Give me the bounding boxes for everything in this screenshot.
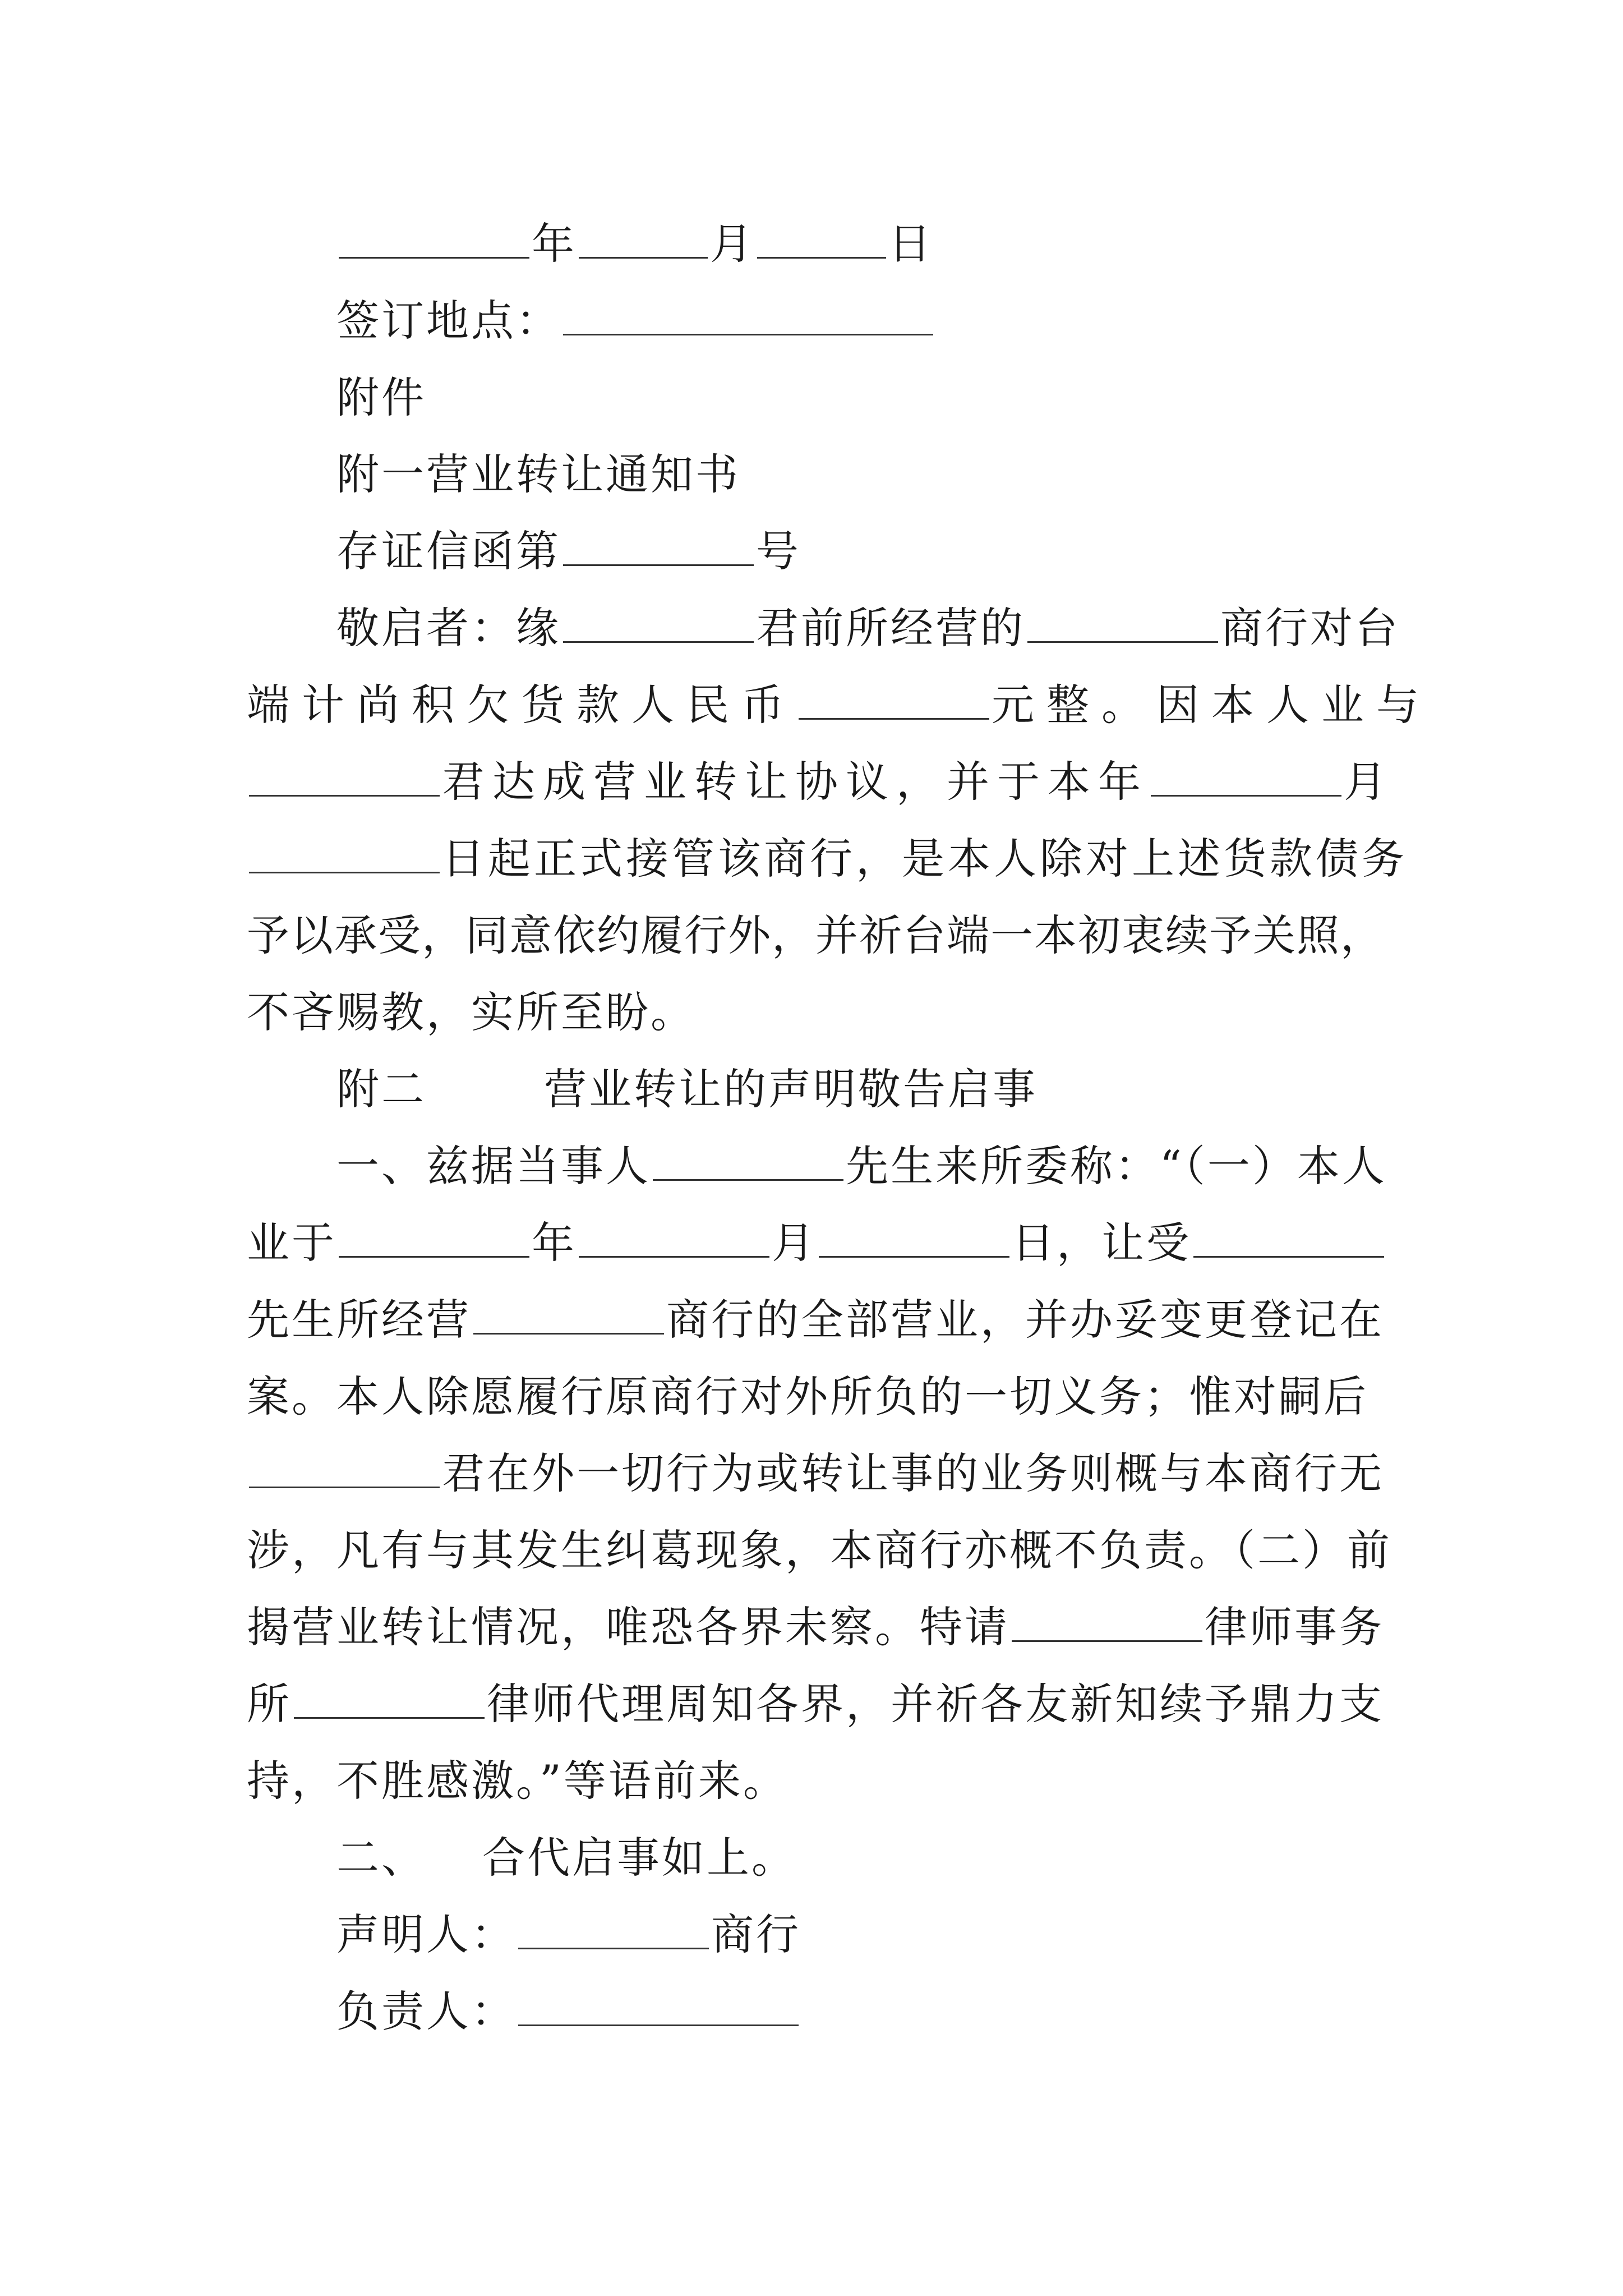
statement-line-6: 涉，凡有与其发生纠葛现象，本商行亦概不负责。（二）前 [247, 1525, 1392, 1575]
store-blank[interactable] [473, 1299, 664, 1335]
law-firm-blank[interactable] [1012, 1607, 1202, 1642]
store-blank[interactable] [1027, 608, 1218, 643]
statement-text: 商行的全部营业，并办妥变更登记在 [666, 1295, 1384, 1345]
declarant-line [336, 1904, 1408, 1966]
notice-line-6: 不吝赐教，实所至盼。 [247, 987, 695, 1037]
day-blank[interactable] [819, 1222, 1009, 1258]
statement-text: 先生来所委称：“（一）本人 [846, 1141, 1387, 1191]
declarant-label: 声明人： [336, 1910, 516, 1959]
notice-text: 月 [1344, 757, 1394, 807]
item-number: 二、 [336, 1833, 426, 1883]
attachment-two-name: 营业转让的声明敬告启事 [544, 1064, 1038, 1114]
declarant-suffix: 商行 [711, 1910, 801, 1959]
month-label: 月 [710, 219, 755, 269]
statement-text: 律师事务 [1205, 1602, 1384, 1652]
notice-text: 君达成营业转让协议，并于本年 [442, 757, 1149, 807]
statement-item-two [336, 1827, 1408, 1889]
month-blank[interactable] [579, 223, 708, 259]
attachment-heading: 附件 [336, 372, 426, 422]
signing-place-blank[interactable] [563, 300, 933, 335]
notice-line-5: 予以承受，同意依约履行外，并祈台端一本初衷续予关照， [247, 910, 1384, 960]
responsible-person-line [336, 1981, 1408, 2042]
responsible-person-blank[interactable] [518, 1991, 799, 2026]
statement-line-1 [336, 1135, 1408, 1197]
year-blank[interactable] [339, 223, 529, 259]
amount-blank[interactable] [799, 684, 989, 720]
statement-line-4: 案。本人除愿履行原商行对外所负的一切义务；惟对嗣后 [247, 1372, 1368, 1421]
notice-text: 敬启者：缘 [336, 603, 561, 653]
signing-place-line [336, 290, 1408, 352]
attachment-one-title: 附一营业转让通知书 [336, 449, 740, 499]
month-blank[interactable] [579, 1222, 769, 1258]
notice-line-2 [247, 674, 1431, 736]
statement-line-3 [247, 1289, 1408, 1351]
day-blank[interactable] [249, 838, 440, 873]
statement-text: 一、兹据当事人 [336, 1141, 651, 1191]
statement-text: 月 [772, 1218, 817, 1268]
transferee-blank[interactable] [249, 761, 440, 797]
name-blank[interactable] [563, 608, 754, 643]
month-blank[interactable] [1151, 761, 1341, 797]
attachment-two-number: 附二 [336, 1064, 426, 1114]
year-blank[interactable] [339, 1222, 529, 1258]
party-blank[interactable] [653, 1145, 843, 1181]
date-line [336, 213, 1408, 275]
signing-place-label: 签订地点： [336, 296, 561, 346]
item-text: 合代启事如上。 [482, 1833, 796, 1883]
statement-line-5 [247, 1443, 1408, 1504]
year-label: 年 [532, 219, 577, 269]
statement-line-8 [247, 1673, 1408, 1735]
notice-line-3 [247, 751, 1408, 813]
lawyer-blank[interactable] [294, 1683, 485, 1719]
day-blank[interactable] [757, 223, 886, 259]
transferor-blank[interactable] [1193, 1222, 1384, 1258]
statement-line-9: 持，不胜感激。”等语前来。 [247, 1756, 788, 1806]
declarant-blank[interactable] [518, 1914, 709, 1949]
statement-text: 君在外一切行为或转让事的业务则概与本商行无 [442, 1448, 1384, 1498]
notice-line-1 [336, 597, 1408, 659]
notice-line-4 [247, 828, 1408, 890]
statement-line-7 [247, 1596, 1408, 1658]
notice-text: 君前所经营的 [756, 603, 1025, 653]
notice-text: 端计尚积欠货款人民币 [247, 680, 796, 730]
statement-text: 业于 [247, 1218, 336, 1268]
statement-text: 所 [247, 1679, 292, 1729]
notice-text: 元整。因本人业与 [992, 680, 1431, 730]
statement-text: 先生所经营 [247, 1295, 471, 1345]
notice-text: 日起正式接管该商行，是本人除对上述货款债务 [442, 834, 1408, 884]
notice-text: 商行对台 [1220, 603, 1400, 653]
responsible-person-label: 负责人： [336, 1986, 516, 2036]
letter-number-suffix: 号 [756, 526, 801, 576]
letter-number-line [336, 521, 1408, 582]
successor-blank[interactable] [249, 1453, 440, 1488]
statement-text: 揭营业转让情况，唯恐各界未察。特请 [247, 1602, 1009, 1652]
statement-text: 日，让受 [1012, 1218, 1191, 1268]
statement-text: 年 [532, 1218, 577, 1268]
statement-text: 律师代理周知各界，并祈各友新知续予鼎力支 [487, 1679, 1384, 1729]
statement-line-2 [247, 1212, 1408, 1274]
day-label: 日 [888, 219, 933, 269]
letter-number-prefix: 存证信函第 [336, 526, 561, 576]
letter-number-blank[interactable] [563, 531, 754, 566]
attachment-two-title [336, 1059, 1408, 1120]
